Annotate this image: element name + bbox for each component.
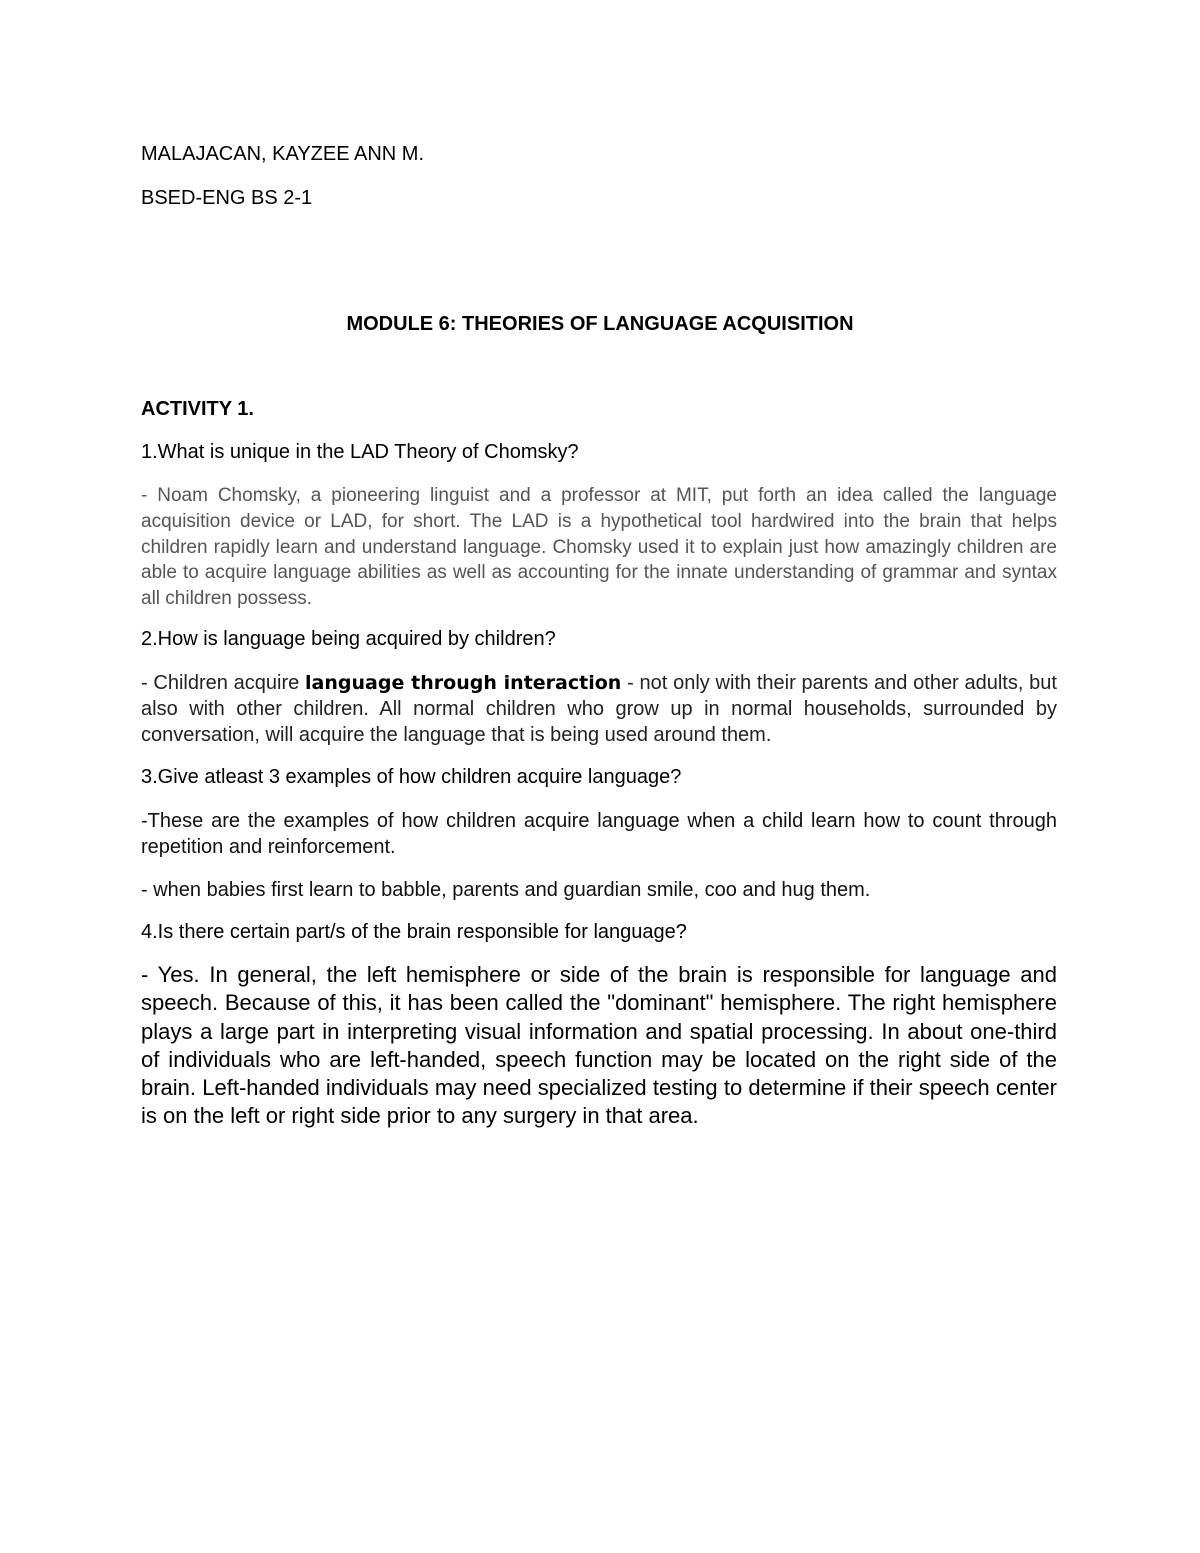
student-name: MALAJACAN, KAYZEE ANN M.	[141, 143, 425, 165]
answer-2-bold-phrase: language through interaction	[305, 672, 622, 694]
answer-4: - Yes. In general, the left hemisphere or side of the brain is responsible for language and speech. Because of this, it has been called the "dominant" hemisphere. The right hemisphere plays a large part in interpreting visual information and spatial processing. In about one-third of individuals who are left-handed, speech function may be located on the right side of the brain. Left-handed individuals may need specialized testing to determine if their speech center is on the left or right side prior to any surgery in that area.	[141, 962, 1057, 1129]
question-1: 1.What is unique in the LAD Theory of Chomsky?	[141, 441, 579, 463]
answer-2	[141, 670, 1057, 748]
module-title: MODULE 6: THEORIES OF LANGUAGE ACQUISITION	[346, 313, 854, 335]
activity-label: ACTIVITY 1.	[141, 398, 254, 420]
question-3: 3.Give atleast 3 examples of how children acquire language?	[141, 766, 682, 788]
student-section: BSED-ENG BS 2-1	[141, 187, 313, 209]
answer-3: -These are the examples of how children acquire language when a child learn how to count through repetition and reinforcement.	[141, 810, 1057, 858]
answer-2-prefix: - Children acquire	[141, 672, 306, 694]
answer-3-example-2: - when babies first learn to babble, parents and guardian smile, coo and hug them.	[141, 879, 871, 901]
answer-2-suffix: - not only with their parents and other adults, but also with other children. All normal children who grow up in normal households, surrounded by conversation, will acquire the language that is being used around them.	[141, 672, 1057, 746]
question-2: 2.How is language being acquired by children?	[141, 628, 556, 650]
question-4: 4.Is there certain part/s of the brain responsible for language?	[141, 921, 687, 943]
answer-1: - Noam Chomsky, a pioneering linguist and a professor at MIT, put forth an idea called the language acquisition device or LAD, for short. The LAD is a hypothetical tool hardwired into the brain that helps children rapidly learn and understand language. Chomsky used it to explain just how amazingly children are able to acquire language abilities as well as accounting for the innate understanding of grammar and syntax all children possess.	[141, 485, 1057, 610]
